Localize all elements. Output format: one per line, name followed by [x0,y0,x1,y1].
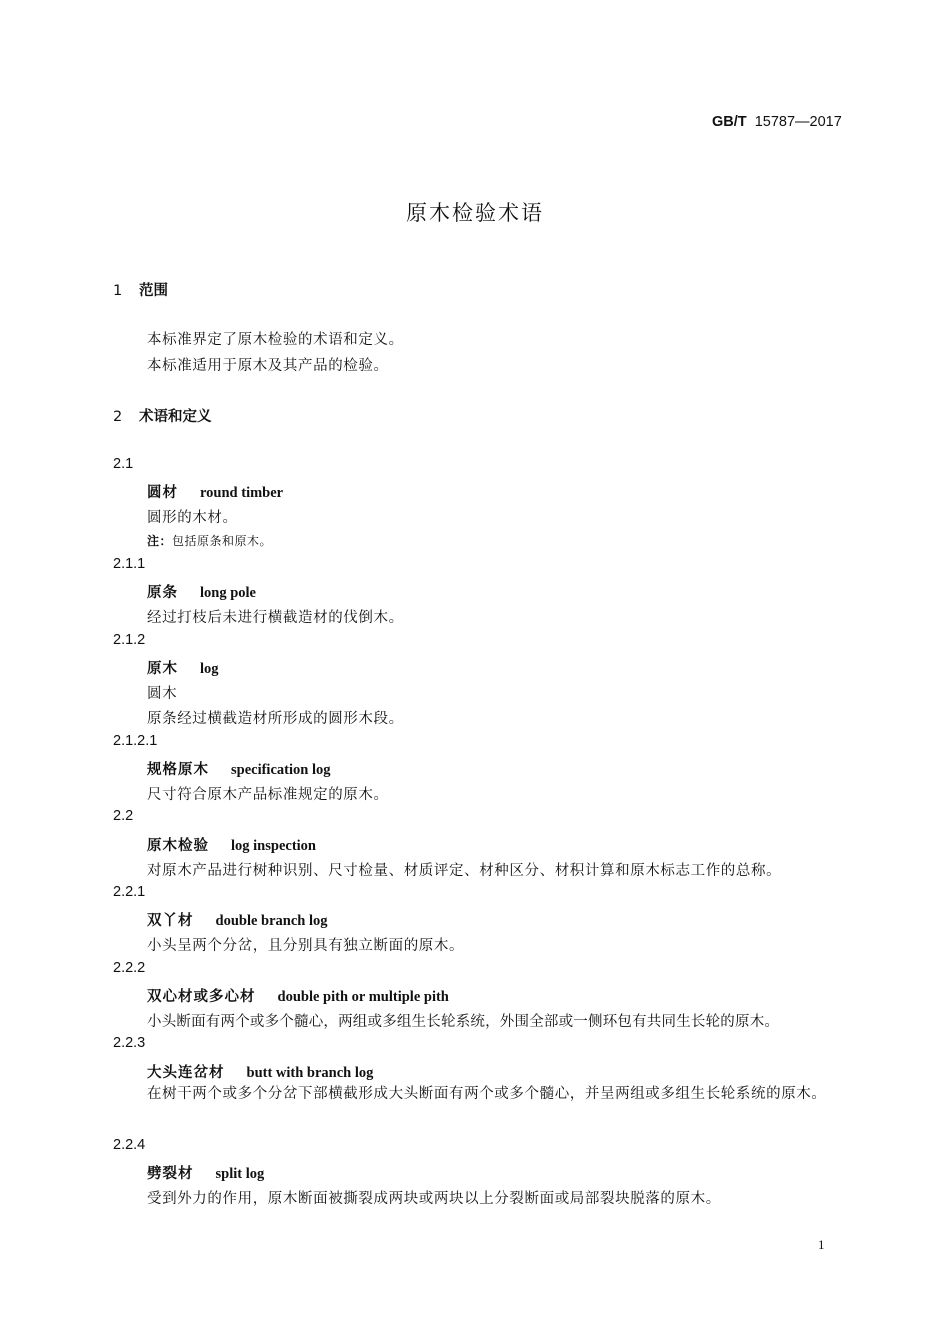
term-line: 规格原木 specification log [147,762,331,778]
term-note: 注：包括原条和原木。 [147,534,273,548]
page-title: 原木检验术语 [406,201,544,225]
term-line: 劈裂材 split log [147,1166,265,1182]
term-line: 原条 long pole [147,585,256,601]
scope-paragraph: 本标准适用于原木及其产品的检验。 [147,358,389,374]
term-line: 双丫材 double branch log [147,913,328,929]
entry-number: 2.1.1 [113,556,146,572]
term-line: 原木 log [147,661,219,677]
entry-number: 2.2.3 [113,1035,146,1051]
term-alternative: 圆木 [147,686,178,702]
standard-code: GB/T 15787—2017 [712,114,842,130]
entry-number: 2.1.2 [113,632,146,648]
term-definition: 受到外力的作用，原木断面被撕裂成两块或两块以上分裂断面或局部裂块脱落的原木。 [147,1191,721,1207]
term-definition: 原条经过横截造材所形成的圆形木段。 [147,711,404,727]
term-line: 原木检验 log inspection [147,838,316,854]
entry-number: 2.2.1 [113,884,146,900]
term-line: 双心材或多心材 double pith or multiple pith [147,989,449,1005]
term-definition: 小头断面有两个或多个髓心，两组或多组生长轮系统，外围全部或一侧环包有共同生长轮的原木。 [147,1014,780,1030]
term-line: 大头连岔材 butt with branch log [147,1065,374,1081]
entry-number: 2.2.2 [113,960,146,976]
term-definition: 圆形的木材。 [147,510,238,526]
term-definition: 经过打枝后未进行横截造材的伐倒木。 [147,610,404,626]
section-heading-terms: 2 术语和定义 [113,409,212,425]
entry-number: 2.1.2.1 [113,733,158,749]
section-heading-scope: 1 范围 [113,283,168,299]
term-definition: 小头呈两个分岔，且分别具有独立断面的原木。 [147,938,465,954]
term-line: 圆材 round timber [147,485,284,501]
entry-number: 2.1 [113,456,134,472]
term-definition: 尺寸符合原木产品标准规定的原木。 [147,787,389,803]
page-number: 1 [818,1237,825,1252]
term-definition: 对原木产品进行树种识别、尺寸检量、材质评定、材种区分、材积计算和原木标志工作的总称。 [147,863,782,879]
entry-number: 2.2.4 [113,1137,146,1153]
entry-number: 2.2 [113,808,134,824]
term-definition: 在树干两个或多个分岔下部横截形成大头断面有两个或多个髓心，并呈两组或多组生长轮系统的原木。 [147,1086,827,1102]
scope-paragraph: 本标准界定了原木检验的术语和定义。 [147,332,404,348]
